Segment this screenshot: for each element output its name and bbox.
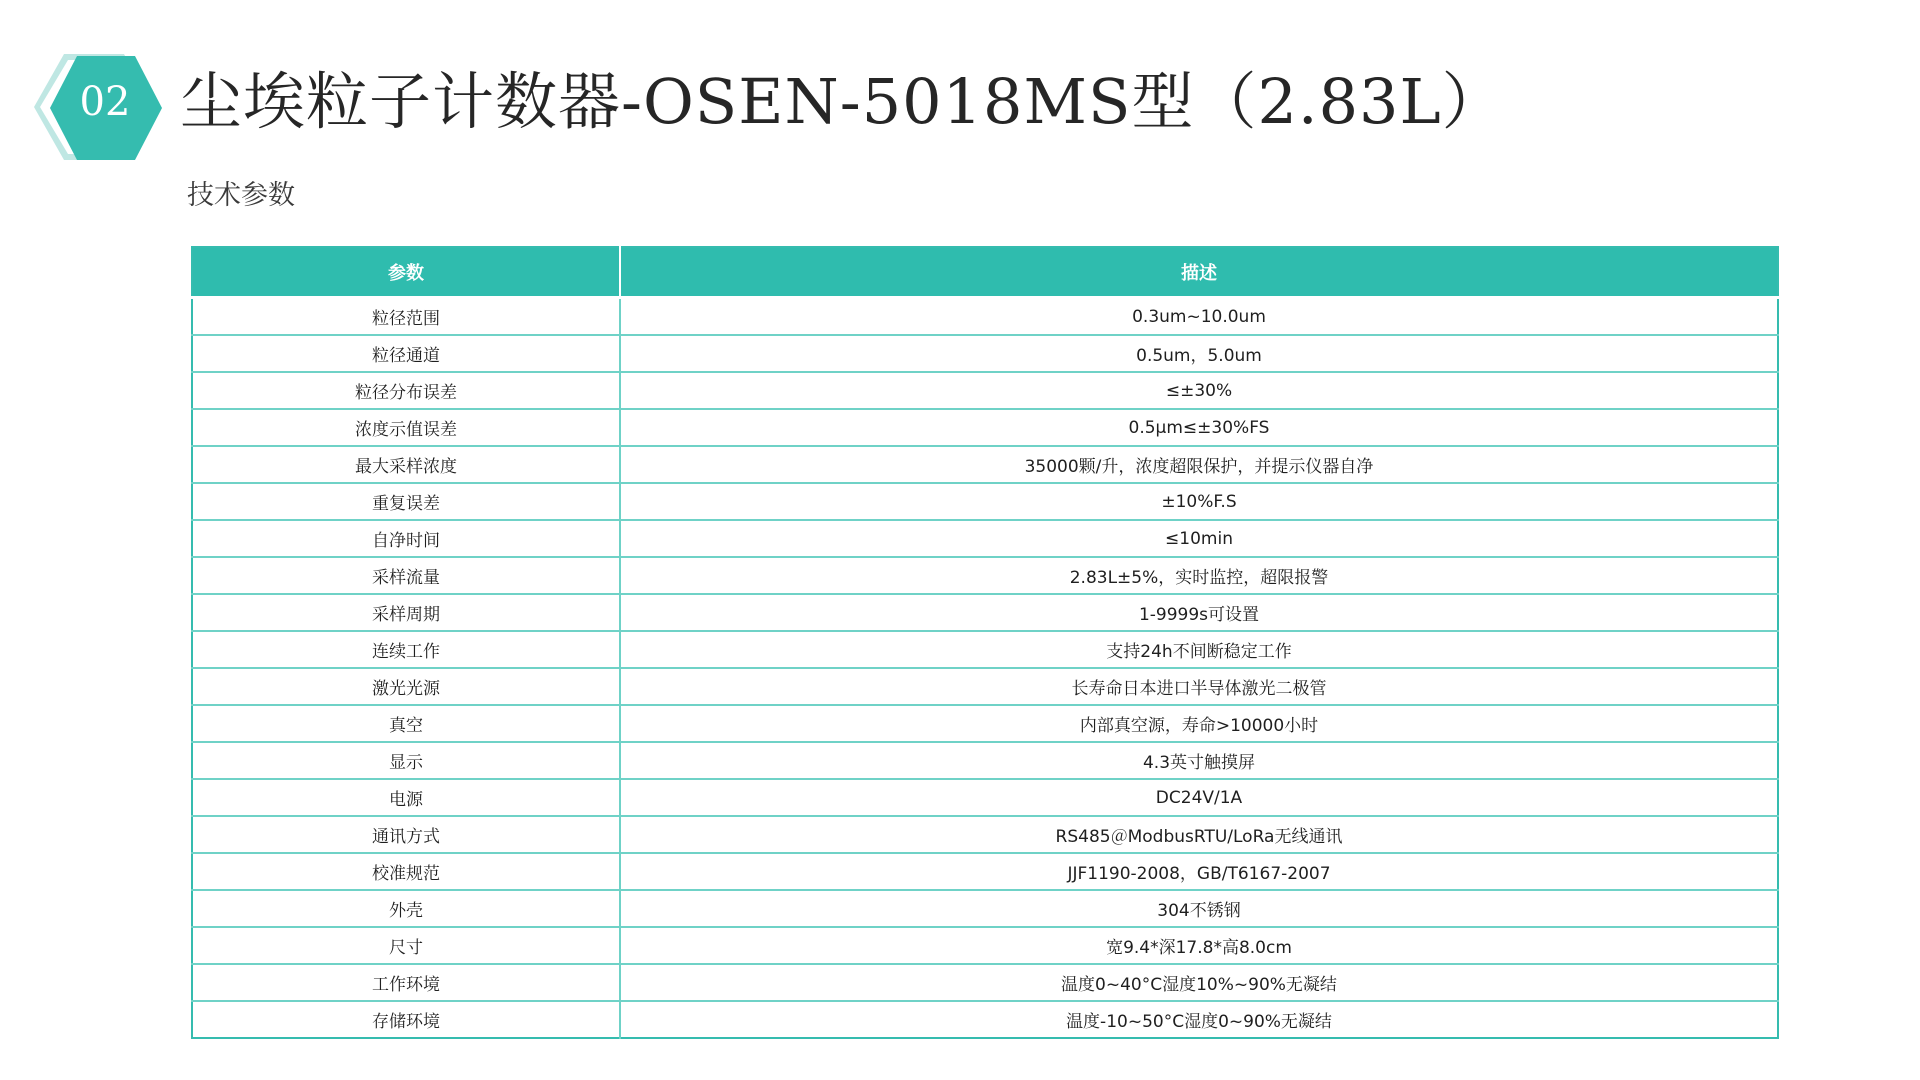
desc-cell: 0.3um~10.0um: [620, 298, 1778, 336]
desc-cell: 1-9999s可设置: [620, 594, 1778, 631]
table-row: [192, 853, 1778, 890]
param-cell: 工作环境: [192, 964, 620, 1001]
param-cell: 外壳: [192, 890, 620, 927]
desc-cell: 温度0~40°C湿度10%~90%无凝结: [620, 964, 1778, 1001]
param-cell: 浓度示值误差: [192, 409, 620, 446]
param-cell: 最大采样浓度: [192, 446, 620, 483]
table-row: [192, 705, 1778, 742]
desc-cell: 4.3英寸触摸屏: [620, 742, 1778, 779]
param-cell: 存储环境: [192, 1001, 620, 1038]
table-row: [192, 668, 1778, 705]
desc-cell: 温度-10~50°C湿度0~90%无凝结: [620, 1001, 1778, 1038]
desc-cell: 支持24h不间断稳定工作: [620, 631, 1778, 668]
table-row: [192, 446, 1778, 483]
table-header: [192, 247, 1778, 298]
desc-cell: JJF1190-2008，GB/T6167-2007: [620, 853, 1778, 890]
table-row: [192, 557, 1778, 594]
param-cell: 粒径分布误差: [192, 372, 620, 409]
desc-cell: 2.83L±5%，实时监控，超限报警: [620, 557, 1778, 594]
spec-table: [191, 246, 1779, 1039]
desc-cell: 35000颗/升，浓度超限保护，并提示仪器自净: [620, 446, 1778, 483]
param-cell: 尺寸: [192, 927, 620, 964]
desc-cell: 304不锈钢: [620, 890, 1778, 927]
param-cell: 通讯方式: [192, 816, 620, 853]
table-row: [192, 742, 1778, 779]
table-row: [192, 779, 1778, 816]
table-row: [192, 927, 1778, 964]
table-header-row: [192, 247, 1778, 298]
column-header-param: 参数: [192, 247, 620, 298]
column-header-desc: 描述: [620, 247, 1778, 298]
param-cell: 校准规范: [192, 853, 620, 890]
table-row: [192, 1001, 1778, 1038]
table-row: [192, 816, 1778, 853]
param-cell: 激光光源: [192, 668, 620, 705]
table-row: [192, 631, 1778, 668]
desc-cell: DC24V/1A: [620, 779, 1778, 816]
param-cell: 连续工作: [192, 631, 620, 668]
param-cell: 显示: [192, 742, 620, 779]
param-cell: 粒径范围: [192, 298, 620, 336]
desc-cell: RS485＠ModbusRTU/LoRa无线通讯: [620, 816, 1778, 853]
table-row: [192, 520, 1778, 557]
param-cell: 真空: [192, 705, 620, 742]
table-row: [192, 483, 1778, 520]
desc-cell: ≤±30%: [620, 372, 1778, 409]
section-subtitle: 技术参数: [187, 180, 295, 211]
table-body: [192, 298, 1778, 1039]
table-row: [192, 335, 1778, 372]
table-row: [192, 964, 1778, 1001]
desc-cell: 宽9.4*深17.8*高8.0cm: [620, 927, 1778, 964]
table-row: [192, 298, 1778, 336]
desc-cell: 0.5μm≤±30%FS: [620, 409, 1778, 446]
desc-cell: 长寿命日本进口半导体激光二极管: [620, 668, 1778, 705]
desc-cell: ±10%F.S: [620, 483, 1778, 520]
desc-cell: 0.5um，5.0um: [620, 335, 1778, 372]
table-row: [192, 372, 1778, 409]
param-cell: 粒径通道: [192, 335, 620, 372]
table-row: [192, 890, 1778, 927]
param-cell: 电源: [192, 779, 620, 816]
section-number: 02: [79, 79, 131, 125]
table-row: [192, 594, 1778, 631]
param-cell: 自净时间: [192, 520, 620, 557]
page-title: 尘埃粒子计数器-OSEN-5018MS型（2.83L）: [180, 65, 1505, 138]
param-cell: 采样周期: [192, 594, 620, 631]
desc-cell: 内部真空源，寿命>10000小时: [620, 705, 1778, 742]
desc-cell: ≤10min: [620, 520, 1778, 557]
table-row: [192, 409, 1778, 446]
param-cell: 重复误差: [192, 483, 620, 520]
param-cell: 采样流量: [192, 557, 620, 594]
